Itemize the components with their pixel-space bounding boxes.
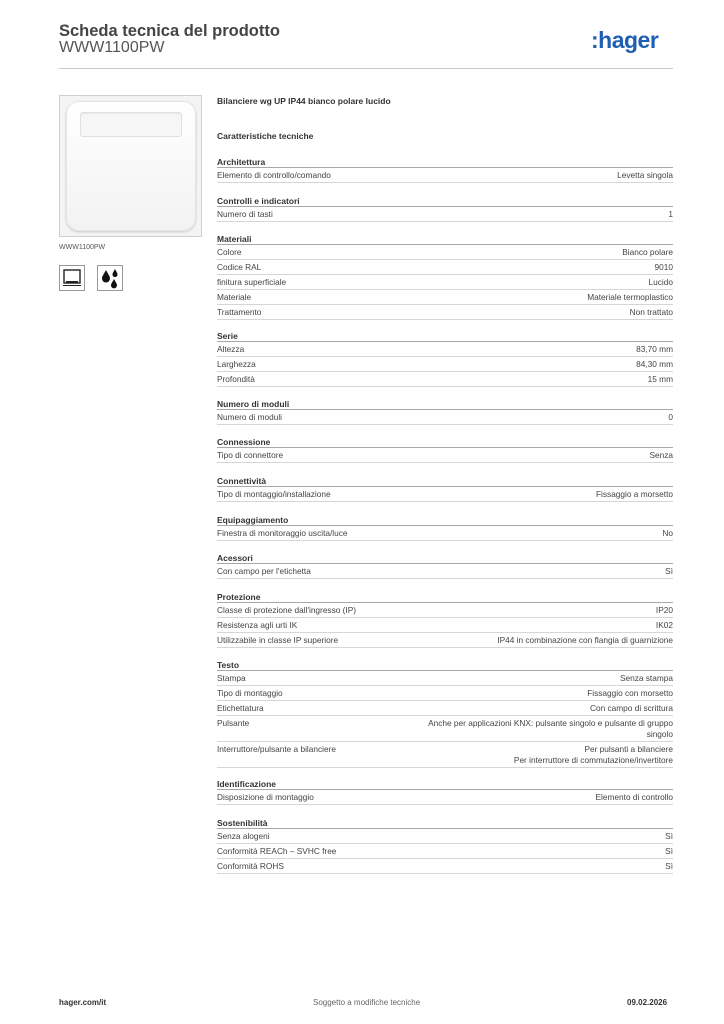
- spec-row: [217, 487, 673, 502]
- section-title: Testo: [217, 659, 673, 671]
- section-title: Equipaggiamento: [217, 514, 673, 526]
- spec-value-line: 9010: [654, 261, 673, 272]
- spec-value-line: IP44 in combinazione con flangia di guarnizione: [497, 634, 673, 645]
- flush-mount-icon: [59, 265, 85, 291]
- spec-value: [331, 170, 673, 181]
- spec-value: [336, 744, 673, 766]
- water-drops-icon: [97, 265, 123, 291]
- spec-row: [217, 305, 673, 320]
- spec-value: [284, 861, 673, 872]
- spec-section: [217, 330, 673, 387]
- section-title: Connessione: [217, 436, 673, 448]
- label-window: [80, 112, 182, 137]
- spec-value-line: Per pulsanti a bilanciere: [584, 743, 673, 754]
- footer-date: 09.02.2026: [627, 998, 668, 1007]
- spec-value: [282, 412, 673, 423]
- spec-row: [217, 448, 673, 463]
- spec-value-line: 1: [668, 208, 673, 219]
- section-title: Controlli e indicatori: [217, 195, 673, 207]
- spec-label: Elemento di controllo/comando: [217, 169, 331, 180]
- rocker-switch-picture: [66, 101, 196, 231]
- spec-label: Numero di moduli: [217, 411, 283, 422]
- page-title: Scheda tecnica del prodotto: [59, 22, 280, 40]
- product-image: [59, 95, 202, 237]
- spec-value-line: Anche per applicazioni KNX: pulsante singolo e pulsante di gruppo: [428, 717, 673, 728]
- spec-row: [217, 526, 673, 541]
- spec-row: [217, 260, 673, 275]
- spec-section: [217, 156, 673, 183]
- spec-value-line: Sì: [665, 845, 673, 856]
- section-title: Architettura: [217, 156, 673, 168]
- spec-row: [217, 790, 673, 805]
- spec-value: [283, 450, 673, 461]
- section-title: Acessori: [217, 552, 673, 564]
- spec-value: [249, 718, 673, 740]
- spec-row: [217, 618, 673, 633]
- spec-label: Tipo di montaggio: [217, 687, 283, 698]
- spec-value: [270, 831, 673, 842]
- spec-value-line: Senza stampa: [619, 672, 673, 683]
- spec-section: [217, 195, 673, 222]
- spec-row: [217, 844, 673, 859]
- spec-label: Utilizzabile in classe IP superiore: [217, 634, 339, 645]
- spec-value-line: Levetta singola: [617, 169, 673, 180]
- spec-label: Stampa: [217, 672, 246, 683]
- hager-logo: :hager: [591, 27, 659, 53]
- spec-section: [217, 475, 673, 502]
- spec-value: [261, 307, 673, 318]
- spec-section: [217, 552, 673, 579]
- spec-label: Conformità ROHS: [217, 860, 284, 871]
- spec-row: [217, 564, 673, 579]
- spec-label: Classe di protezione dall'ingresso (IP): [217, 604, 357, 615]
- spec-value-line: Con campo di scrittura: [589, 702, 673, 713]
- section-title: Materiali: [217, 233, 673, 245]
- spec-label: Etichettatura: [217, 702, 264, 713]
- spec-value: [286, 277, 673, 288]
- spec-value: [246, 673, 673, 684]
- section-title: Sostenibilità: [217, 817, 673, 829]
- spec-label: Codice RAL: [217, 261, 262, 272]
- spec-section: [217, 591, 673, 648]
- spec-value: [336, 846, 673, 857]
- spec-value-line: Sì: [665, 860, 673, 871]
- header-divider: [59, 68, 673, 69]
- spec-value-line: IP20: [655, 604, 673, 615]
- spec-value-line: No: [662, 527, 673, 538]
- spec-value: [264, 703, 673, 714]
- spec-row: [217, 357, 673, 372]
- section-title: Protezione: [217, 591, 673, 603]
- spec-value: [356, 605, 673, 616]
- spec-section: [217, 778, 673, 805]
- spec-value: [256, 359, 673, 370]
- spec-row: [217, 701, 673, 716]
- spec-label: Numero di tasti: [217, 208, 273, 219]
- spec-row: [217, 742, 673, 768]
- spec-value: [283, 688, 673, 699]
- product-code: WWW1100PW: [59, 39, 165, 56]
- spec-label: Materiale: [217, 291, 252, 302]
- spec-section: [217, 659, 673, 768]
- spec-label: Resistenza agli urti IK: [217, 619, 298, 630]
- spec-label: Larghezza: [217, 358, 256, 369]
- product-name: Bilanciere wg UP IP44 bianco polare lucido: [217, 96, 391, 106]
- spec-section: [217, 514, 673, 541]
- spec-value-line: Sì: [665, 830, 673, 841]
- spec-row: [217, 342, 673, 357]
- spec-value: [314, 792, 673, 803]
- spec-value: [331, 489, 673, 500]
- spec-value: [273, 209, 673, 220]
- spec-row: [217, 290, 673, 305]
- section-title: Connettività: [217, 475, 673, 487]
- spec-value-line: 84,30 mm: [636, 358, 673, 369]
- spec-label: Trattamento: [217, 306, 262, 317]
- spec-label: Pulsante: [217, 717, 250, 728]
- spec-label: Tipo di montaggio/installazione: [217, 488, 331, 499]
- spec-value-line: Lucido: [648, 276, 673, 287]
- image-caption: WWW1100PW: [59, 244, 106, 251]
- spec-value-line: 0: [668, 411, 673, 422]
- spec-value: [255, 374, 673, 385]
- spec-value-line: Non trattato: [629, 306, 673, 317]
- spec-label: Conformità REACh – SVHC free: [217, 845, 337, 856]
- spec-value-line: Per interruttore di commutazione/invertitore: [513, 754, 673, 765]
- section-title: Identificazione: [217, 778, 673, 790]
- spec-value-line: 15 mm: [647, 373, 673, 384]
- spec-row: [217, 245, 673, 260]
- spec-row: [217, 372, 673, 387]
- spec-row: [217, 829, 673, 844]
- spec-section: [217, 817, 673, 874]
- spec-row: [217, 859, 673, 874]
- spec-row: [217, 603, 673, 618]
- spec-value-line: Fissaggio con morsetto: [587, 687, 673, 698]
- spec-row: [217, 207, 673, 222]
- spec-label: Con campo per l'etichetta: [217, 565, 311, 576]
- spec-value-line: Bianco polare: [622, 246, 673, 257]
- footer-website[interactable]: hager.com/it: [59, 998, 107, 1007]
- spec-row: [217, 633, 673, 648]
- spec-section: [217, 436, 673, 463]
- footer-note: Soggetto a modifiche tecniche: [313, 998, 421, 1007]
- spec-value: [297, 620, 673, 631]
- spec-row: [217, 671, 673, 686]
- spec-row: [217, 168, 673, 183]
- spec-value: [348, 528, 673, 539]
- spec-value: [241, 247, 673, 258]
- tech-heading: Caratteristiche tecniche: [217, 131, 314, 141]
- spec-label: Profondità: [217, 373, 255, 384]
- spec-section: [217, 398, 673, 425]
- spec-label: Altezza: [217, 343, 245, 354]
- spec-value: [338, 635, 673, 646]
- spec-value: [251, 292, 673, 303]
- spec-value-line: Senza: [649, 449, 673, 460]
- spec-value: [311, 566, 673, 577]
- spec-value: [244, 344, 673, 355]
- spec-row: [217, 716, 673, 742]
- spec-label: Interruttore/pulsante a bilanciere: [217, 743, 336, 754]
- spec-label: Senza alogeni: [217, 830, 270, 841]
- spec-row: [217, 410, 673, 425]
- spec-label: Colore: [217, 246, 242, 257]
- spec-value-line: 83,70 mm: [636, 343, 673, 354]
- section-title: Numero di moduli: [217, 398, 673, 410]
- spec-value-line: IK02: [655, 619, 673, 630]
- spec-label: Finestra di monitoraggio uscita/luce: [217, 527, 348, 538]
- spec-value: [261, 262, 673, 273]
- spec-row: [217, 686, 673, 701]
- spec-section: [217, 233, 673, 320]
- spec-value-line: singolo: [646, 728, 673, 739]
- spec-value-line: Fissaggio a morsetto: [595, 488, 673, 499]
- spec-value-line: Materiale termoplastico: [587, 291, 673, 302]
- spec-label: Tipo di connettore: [217, 449, 284, 460]
- spec-value-line: Sì: [665, 565, 673, 576]
- spec-label: Disposizione di montaggio: [217, 791, 314, 802]
- spec-row: [217, 275, 673, 290]
- spec-label: finitura superficiale: [217, 276, 287, 287]
- spec-value-line: Elemento di controllo: [595, 791, 673, 802]
- section-title: Serie: [217, 330, 673, 342]
